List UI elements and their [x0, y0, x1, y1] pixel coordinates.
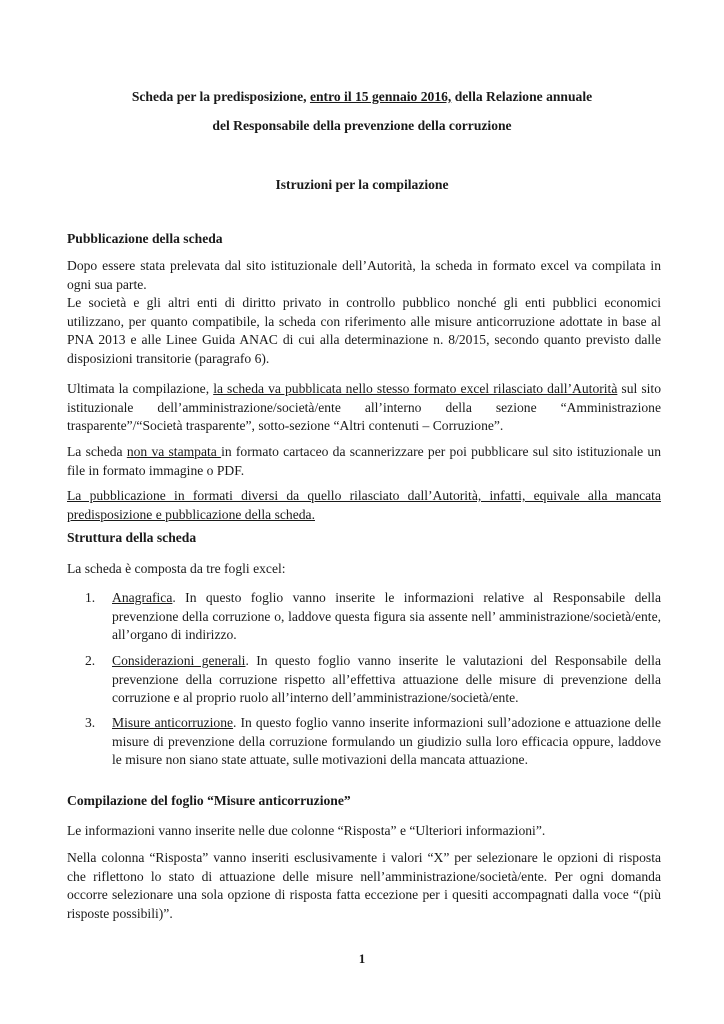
heading-pubblicazione: Pubblicazione della scheda	[67, 231, 223, 246]
title-deadline: entro il 15 gennaio 2016,	[309, 89, 452, 104]
paragraph-struttura-intro: La scheda è composta da tre fogli excel:	[67, 561, 286, 576]
paragraph-pubblicazione-3: Ultimata la compilazione, la scheda va pubblicata nello stesso formato excel rilasciato dall’Autorità sul sito istituzionale dell’amministrazione/società/ente all’interno della sezione “Amministrazione trasparente”/“Società trasparente”, sotto-sezione “Altri contenuti – Corruzione”.	[67, 381, 661, 433]
heading-struttura: Struttura della scheda	[67, 530, 197, 545]
title-text-start: Scheda per la predisposizione,	[131, 89, 310, 104]
title-text-end: della Relazione annuale	[451, 89, 593, 104]
list-item-anagrafica: 1. Anagrafica. In questo foglio vanno inserite le informazioni relative al Responsabile della prevenzione della corruzione o, laddove questa figura sia assente nell’ amministrazione/società/ente, all’organo di indirizzo.	[85, 590, 661, 642]
paragraph-pubblicazione-4: La scheda non va stampata in formato cartaceo da scannerizzare per poi pubblicare sul sito istituzionale un file in formato immagine o PDF.	[67, 444, 661, 478]
paragraph-compilazione-1: Le informazioni vanno inserite nelle due colonne “Risposta” e “Ulteriori informazioni”.	[67, 823, 546, 838]
paragraph-pubblicazione-2: Le società e gli altri enti di diritto privato in controllo pubblico nonché gli enti pubblici economici utilizzano, per quanto compatibile, la scheda con riferimento alle misure anticorruzione adottate in base al PNA 2013 e alle Linee Guida ANAC di cui alla determinazione n. 8/2015, secondo quanto previsto dalle disposizioni transitorie (paragrafo 6).	[67, 295, 661, 366]
subtitle: Istruzioni per la compilazione	[275, 177, 449, 192]
list-item-misure: 3. Misure anticorruzione. In questo foglio vanno inserite informazioni sull’adozione e attuazione delle misure di prevenzione della corruzione formulando un giudizio sulla loro efficacia oppure, laddove le misure non siano state attuate, sulle motivazioni della mancata attuazione.	[85, 715, 661, 767]
paragraph-pubblicazione-1: Dopo essere stata prelevata dal sito istituzionale dell’Autorità, la scheda in formato excel va compilata in ogni sua parte.	[67, 258, 661, 292]
underlined-instruction: la scheda va pubblicata nello stesso formato excel rilasciato dall’Autorità	[213, 381, 618, 396]
underlined-warning: non va stampata	[126, 444, 222, 459]
page-number: 1	[358, 951, 366, 966]
paragraph-compilazione-2: Nella colonna “Risposta” vanno inseriti esclusivamente i valori “X” per selezionare le opzioni di risposta che riflettono lo stato di attuazione delle misure nell’amministrazione/società/ente. Per ogni domanda occorre selezionare una sola opzione di risposta fatta eccezione per i quesiti accompagnati dalla voce “(più risposte possibili)”.	[67, 850, 661, 921]
paragraph-pubblicazione-5: La pubblicazione in formati diversi da quello rilasciato dall’Autorità, infatti, equivale alla mancata predisposizione e pubblicazione della scheda.	[67, 488, 661, 522]
list-item-considerazioni: 2. Considerazioni generali. In questo foglio vanno inserite le valutazioni del Responsabile della prevenzione della corruzione rispetto all’effettiva attuazione delle misure di prevenzione della corruzione e al proprio ruolo all’interno dell’amministrazione/società/ente.	[85, 653, 661, 705]
heading-compilazione: Compilazione del foglio “Misure anticorruzione”	[67, 793, 351, 808]
title-line-2: del Responsabile della prevenzione della corruzione	[212, 118, 512, 133]
title-line-1	[0, 89, 724, 105]
